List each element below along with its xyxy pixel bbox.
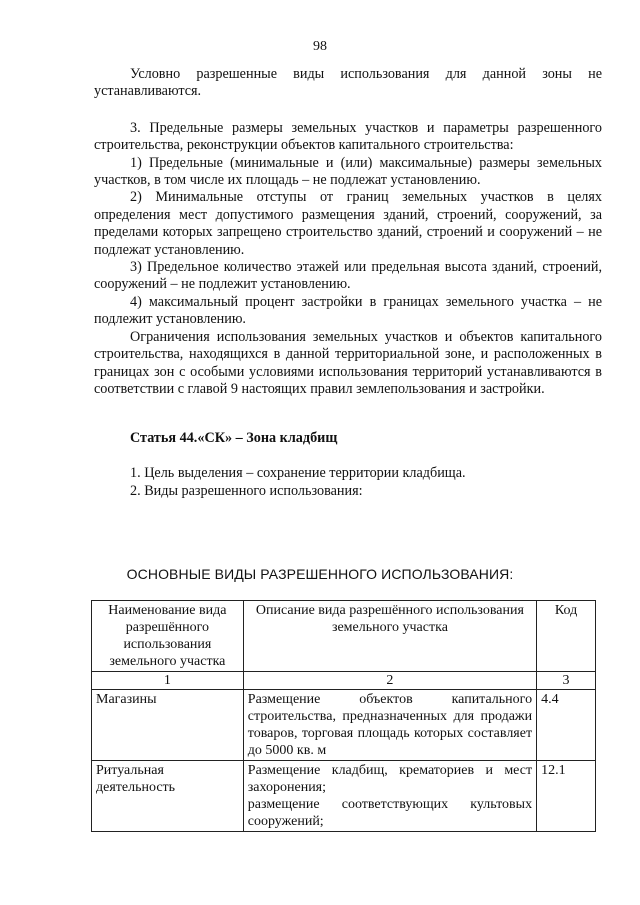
header-name: Наименование вида разрешённого использования земельного участка xyxy=(92,601,244,672)
use-code: 12.1 xyxy=(537,761,596,832)
use-description: Размещение объектов капитального строительства, предназначенных для продажи товаров, торговая площадь которых составляет до 5000 кв. м xyxy=(243,690,536,761)
permitted-uses-table xyxy=(91,600,596,832)
paragraph: 4) максимальный процент застройки в границах земельного участка – не подлежит установлению. xyxy=(94,293,602,328)
paragraph: 2. Виды разрешенного использования: xyxy=(130,482,363,499)
table-row xyxy=(92,690,596,761)
table-header-row xyxy=(92,601,596,672)
use-code: 4.4 xyxy=(537,690,596,761)
main-text xyxy=(94,66,602,398)
header-description: Описание вида разрешённого использования земельного участка xyxy=(243,601,536,672)
use-description xyxy=(243,761,536,832)
paragraph: 1) Предельные (минимальные и (или) максимальные) размеры земельных участков, в том числе их площадь – не подлежат установлению. xyxy=(94,154,602,189)
use-name: Ритуальная деятельность xyxy=(92,761,244,832)
use-description-line: Размещение кладбищ, крематориев и мест захоронения; xyxy=(247,763,533,795)
table-row xyxy=(92,761,596,832)
use-description-line: размещение соответствующих культовых сооружений; xyxy=(247,797,533,829)
page-number: 98 xyxy=(313,39,327,54)
column-number-row xyxy=(92,672,596,690)
column-number: 2 xyxy=(243,672,536,690)
column-number: 3 xyxy=(537,672,596,690)
paragraph: Условно разрешенные виды использования для данной зоны не устанавливаются. xyxy=(94,66,602,100)
paragraph: 3) Предельное количество этажей или предельная высота зданий, строений, сооружений – не подлежит установлению. xyxy=(94,259,602,293)
header-code: Код xyxy=(537,601,596,672)
use-name: Магазины xyxy=(92,690,244,761)
paragraph: 2) Минимальные отступы от границ земельных участков в целях определения мест допустимого размещения зданий, строений, сооружений, за пределами которых запрещено строительство зданий, строений и сооружений – не подлежат установлению. xyxy=(94,189,602,258)
paragraph: 1. Цель выделения – сохранение территории кладбища. xyxy=(130,465,466,482)
section-title: ОСНОВНЫЕ ВИДЫ РАЗРЕШЕННОГО ИСПОЛЬЗОВАНИЯ: xyxy=(126,566,514,582)
paragraph: 3. Предельные размеры земельных участков и параметры разрешенного строительства, реконструкции объектов капитального строительства: xyxy=(94,119,602,154)
article-heading: Статья 44.«СК» – Зона кладбищ xyxy=(130,430,338,446)
article-section xyxy=(94,430,602,500)
column-number: 1 xyxy=(92,672,244,690)
paragraph: Ограничения использования земельных участков и объектов капитального строительства, находящихся в данной территориальной зоне, и расположенных в границах зон с особыми условиями использования территорий устанавливаются в соответствии с главой 9 настоящих правил землепользования и застройки. xyxy=(94,328,602,397)
